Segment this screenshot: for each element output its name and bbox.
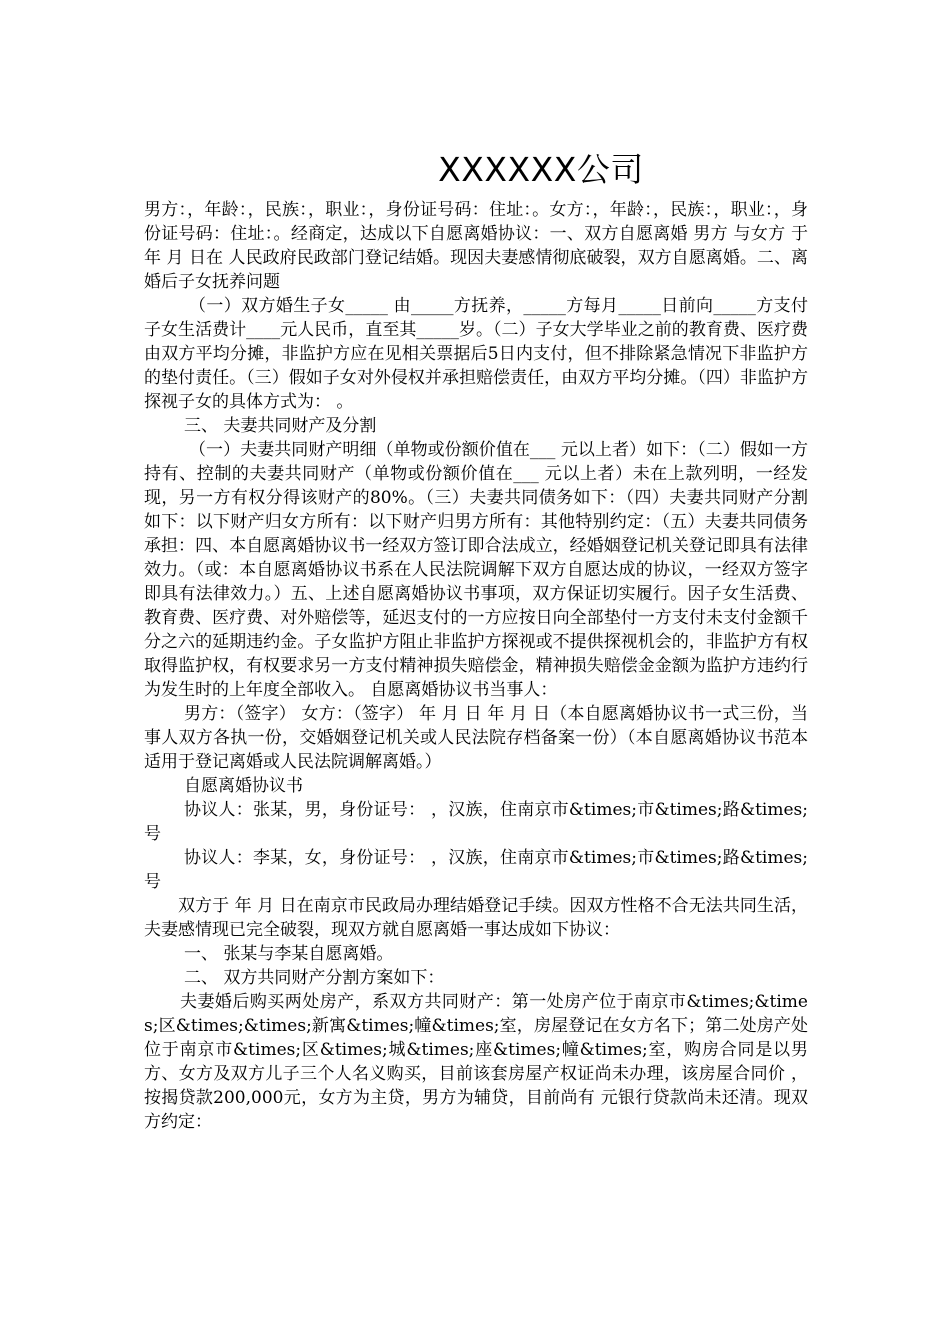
paragraph-property-details: （一）夫妻共同财产明细（单物或份额价值在___ 元以上者）如下：（二）假如一方持有、控制的夫妻共同财产（单物或份额价值在___ 元以上者）未在上款列明，一经发现，另一方有权分得该财产的80%。（三）夫妻共同债务如下：（四）夫妻共同财产分割如下：以下财产归女方所有：以下财产归男方所有：其他特别约定：（五）夫妻共同债务承担：四、本自愿离婚协议书一经双方签订即合法成立，经婚姻登记机关登记即具有法律效力。（或：本自愿离婚协议书系在人民法院调解下双方自愿达成的协议，一经双方签字即具有法律效力。）五、上述自愿离婚协议书事项，双方保证切实履行。因子女生活费、教育费、医疗费、对外赔偿等，延迟支付的一方应按日向全部垫付一方支付未支付金额千分之六的延期违约金。子女监护方阻止非监护方探视或不提供探视机会的，非监护方有权取得监护权，有权要求另一方支付精神损失赔偿金，精神损失赔偿金金额为监护方违约行为发生时的上年度全部收入。 自愿离婚协议书当事人： <box>144 440 808 700</box>
paragraph-subtitle: 自愿离婚协议书 <box>184 776 303 796</box>
paragraph-party-zhang: 协议人：张某，男，身份证号： ，汉族，住南京市&times;市&times;路&times;号 <box>144 800 808 844</box>
paragraph-item-two: 二、 双方共同财产分割方案如下： <box>184 968 445 988</box>
paragraph-heading-property: 三、 夫妻共同财产及分割 <box>184 416 377 436</box>
paragraph-signatures: 男方：（签字） 女方：（签字） 年 月 日 年 月 日（本自愿离婚协议书一式三份，当事人双方各执一份，交婚姻登记机关或人民法院存档备案一份）（本自愿离婚协议书范本适用于登记离婚或人民法院调解离婚。） <box>144 704 808 772</box>
document-page <box>144 148 808 1134</box>
paragraph-child-custody: （一）双方婚生子女_____ 由_____方抚养，_____方每月_____日前向_____方支付子女生活费计____元人民币，直至其_____岁。（二）子女大学毕业之前的教育费、医疗费由双方平均分摊，非监护方应在见相关票据后5日内支付，但不排除紧急情况下非监护方的垫付责任。（三）假如子女对外侵权并承担赔偿责任，由双方平均分摊。（四）非监护方探视子女的具体方式为： 。 <box>144 296 808 412</box>
paragraph-agreement-intro: 双方于 年 月 日在南京市民政局办理结婚登记手续。因双方性格不合无法共同生活，夫妻感情现已完全破裂，现双方就自愿离婚一事达成如下协议： <box>144 896 808 940</box>
paragraph-parties: 男方：，年龄：，民族：，职业：，身份证号码：住址：。女方：，年龄：，民族：，职业：，身份证号码：住址：。经商定，达成以下自愿离婚协议：一、双方自愿离婚 男方 与女方 于 年 月 日在 人民政府民政部门登记结婚。现因夫妻感情彻底破裂，双方自愿离婚。二、离婚后子女抚养问题 <box>144 200 808 292</box>
paragraph-real-estate: 夫妻婚后购买两处房产，系双方共同财产：第一处房产位于南京市&times;&times;区&times;&times;新寓&times;幢&times;室，房屋登记在女方名下；第二处房产处位于南京市&times;区&times;城&times;座&times;幢&times;室，购房合同是以男方、女方及双方儿子三个人名义购买，目前该套房屋产权证尚未办理，该房屋合同价 ，按揭贷款200,000元，女方为主贷，男方为辅贷，目前尚有 元银行贷款尚未还清。现双方约定： <box>144 992 808 1132</box>
paragraph-party-li: 协议人：李某，女，身份证号： ，汉族，住南京市&times;市&times;路&times;号 <box>144 848 808 892</box>
document-title: XXXXXX公司 <box>438 150 644 189</box>
paragraph-item-one: 一、 张某与李某自愿离婚。 <box>184 944 394 964</box>
